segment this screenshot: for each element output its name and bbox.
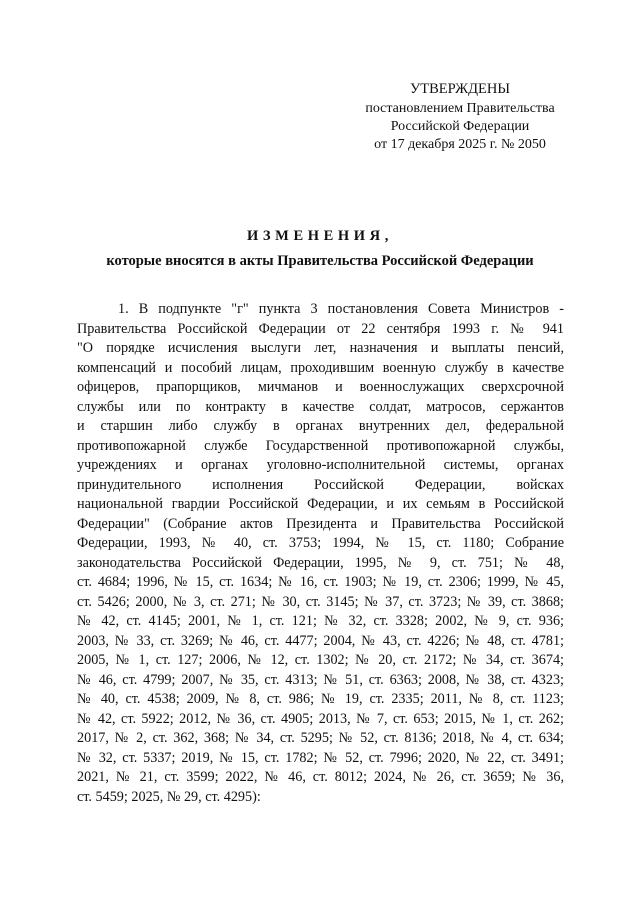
paragraph-line: компенсаций и пособий лицам, проходившим военную службу в качестве [77, 359, 564, 376]
paragraph-line: № 46, ст. 4799; 2007, № 35, ст. 4313; № 51, ст. 6363; 2008, № 38, ст. 4323; [77, 671, 564, 688]
paragraph-line: офицеров, прапорщиков, мичманов и военнослужащих сверхсрочной [77, 379, 564, 395]
paragraph-line: Правительства Российской Федерации от 22 сентября 1993 г. № 941 [77, 320, 564, 337]
paragraph-line: 2005, № 1, ст. 127; 2006, № 12, ст. 1302; № 20, ст. 2172; № 34, ст. 3674; [77, 652, 564, 668]
document-subtitle: которые вносятся в акты Правительства Российской Федерации [106, 253, 534, 269]
paragraph-line: № 32, ст. 5337; 2019, № 15, ст. 1782; № 52, ст. 7996; 2020, № 22, ст. 3491; [77, 749, 564, 766]
paragraph-line: 1. В подпункте "г" пункта 3 постановления Совета Министров - [118, 301, 564, 317]
paragraph-line: принудительного исполнения Российской Федерации, войсках [77, 476, 564, 493]
approval-line-2: Российской Федерации [390, 119, 530, 134]
paragraph-line: "О порядке исчисления выслуги лет, назначения и выплаты пенсий, [77, 340, 564, 356]
paragraph-line: 2017, № 2, ст. 362, 368; № 34, ст. 5295; № 52, ст. 8136; 2018, № 4, ст. 634; [77, 730, 564, 746]
approval-line-1: постановлением Правительства [365, 101, 555, 116]
paragraph-line: № 42, ст. 4145; 2001, № 1, ст. 121; № 32, ст. 3328; 2002, № 9, ст. 936; [77, 613, 564, 629]
approval-heading: УТВЕРЖДЕНЫ [409, 81, 511, 97]
paragraph-line: 2003, № 33, ст. 3269; № 46, ст. 4477; 2004, № 43, ст. 4226; № 48, ст. 4781; [77, 632, 564, 649]
approval-line-3: от 17 декабря 2025 г. № 2050 [374, 137, 546, 152]
paragraph-line: Федерации, 1993, № 40, ст. 3753; 1994, № 15, ст. 1180; Собрание [77, 535, 564, 551]
paragraph-line: ст. 5459; 2025, № 29, ст. 4295): [77, 788, 261, 805]
paragraph-line: законодательства Российской Федерации, 1995, № 9, ст. 751; № 48, [77, 554, 564, 571]
paragraph-line: ст. 5426; 2000, № 3, ст. 271; № 30, ст. 3145; № 37, ст. 3723; № 39, ст. 3868; [77, 593, 564, 610]
paragraph-line: противопожарной службе Государственной противопожарной службы, [77, 437, 564, 454]
paragraph-line: Федерации" (Собрание актов Президента и Правительства Российской [77, 515, 564, 532]
paragraph-1 [77, 300, 564, 807]
paragraph-line: и старшин либо службу в органах внутренних дел, федеральной [77, 418, 564, 434]
paragraph-line: № 40, ст. 4538; 2009, № 8, ст. 986; № 19, ст. 2335; 2011, № 8, ст. 1123; [77, 691, 564, 707]
paragraph-line: службы или по контракту в качестве солдат, матросов, сержантов [77, 398, 564, 415]
paragraph-line: № 42, ст. 5922; 2012, № 36, ст. 4905; 2013, № 7, ст. 653; 2015, № 1, ст. 262; [77, 710, 564, 727]
paragraph-line: 2021, № 21, ст. 3599; 2022, № 46, ст. 8012; 2024, № 26, ст. 3659; № 36, [77, 769, 564, 785]
approval-block [330, 80, 590, 154]
paragraph-line: ст. 4684; 1996, № 15, ст. 1634; № 16, ст. 1903; № 19, ст. 2306; 1999, № 45, [77, 574, 564, 590]
document-title: ИЗМЕНЕНИЯ, [247, 228, 393, 244]
paragraph-line: национальной гвардии Российской Федерации, и их семьям в Российской [77, 496, 564, 512]
paragraph-line: учреждениях и органах уголовно-исполнительной системы, органах [77, 457, 564, 473]
